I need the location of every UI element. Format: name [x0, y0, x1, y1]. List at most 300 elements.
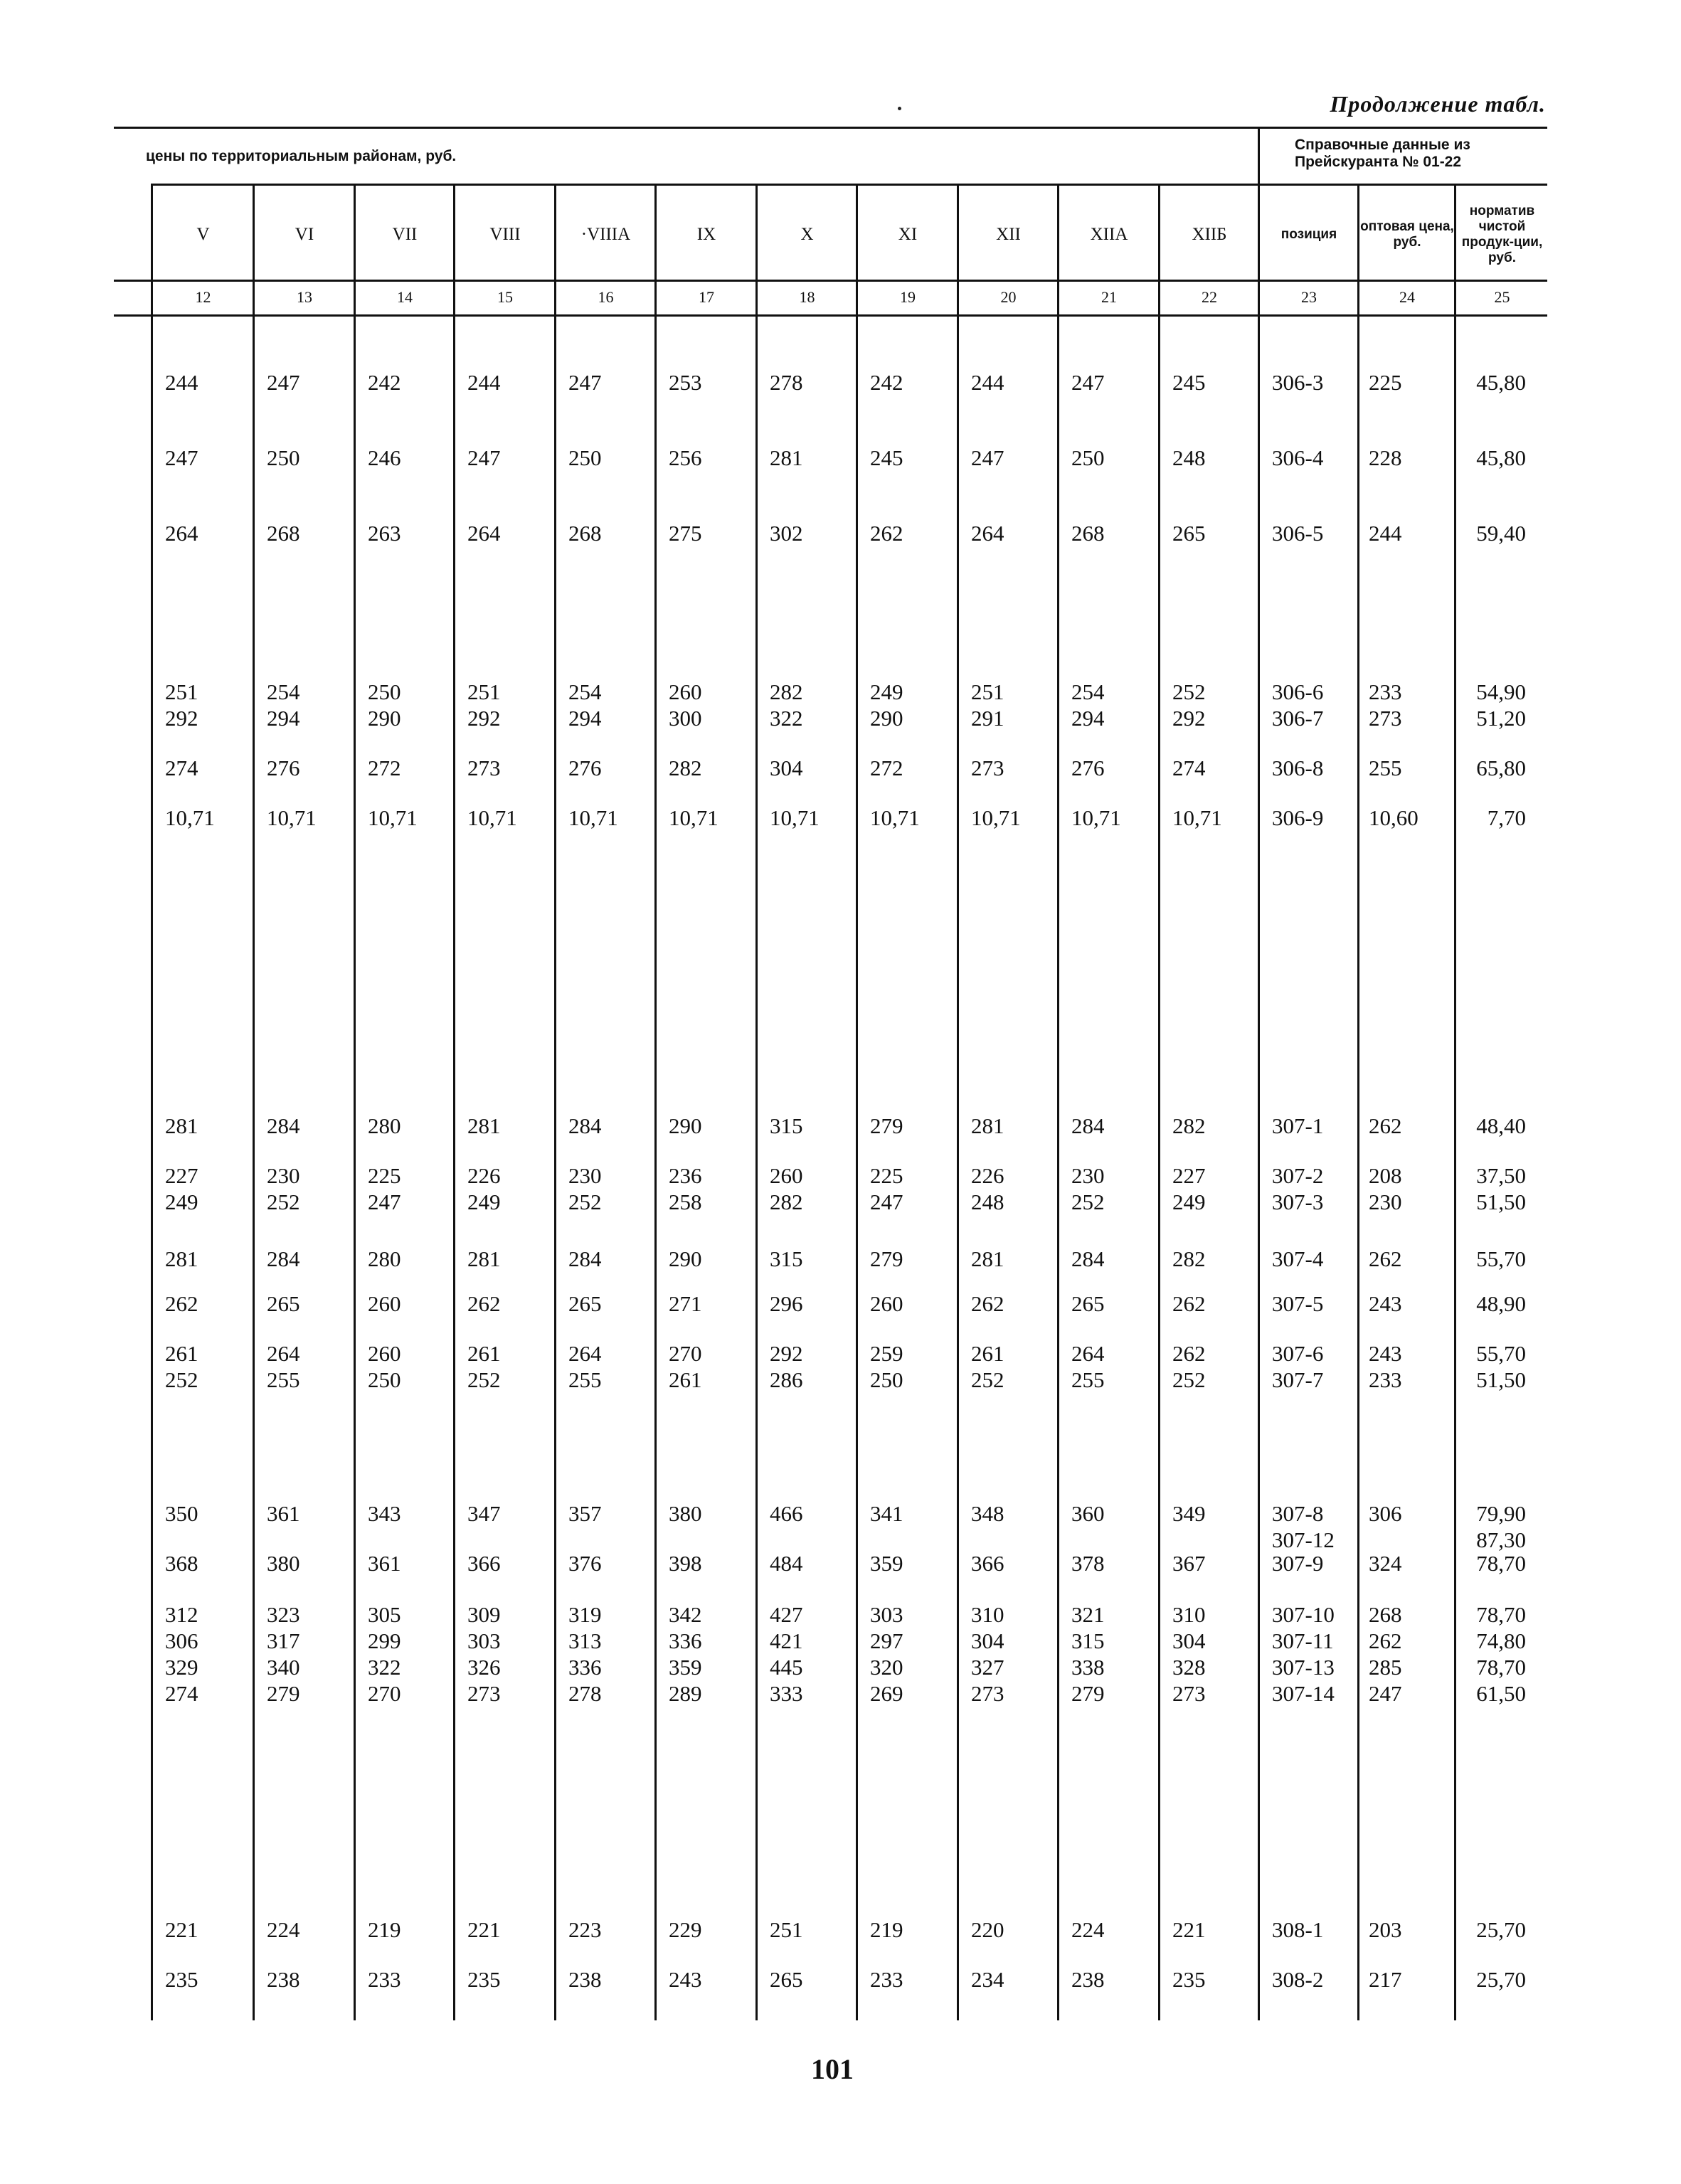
table-cell: 262 — [1369, 1246, 1402, 1271]
column-header: XII — [996, 225, 1021, 244]
table-cell: 247 — [267, 370, 300, 395]
table-cell: 37,50 — [1476, 1163, 1526, 1188]
header-rule — [114, 280, 1547, 282]
table-cell: 290 — [870, 706, 903, 731]
table-cell: 307-2 — [1272, 1163, 1324, 1188]
column-header: VII — [392, 225, 418, 244]
table-cell: 361 — [267, 1501, 300, 1526]
table-cell: 306-6 — [1272, 679, 1324, 704]
table-cell: 281 — [467, 1246, 501, 1271]
table-cell: 227 — [1172, 1163, 1206, 1188]
table-cell: 279 — [1071, 1681, 1105, 1706]
table-cell: 255 — [568, 1367, 602, 1392]
table-cell: 243 — [1369, 1291, 1402, 1316]
table-cell: 78,70 — [1476, 1655, 1526, 1680]
table-cell: 315 — [770, 1113, 803, 1138]
table-cell: 484 — [770, 1551, 803, 1576]
table-cell: 253 — [669, 370, 702, 395]
table-cell: 244 — [467, 370, 501, 395]
table-cell: 276 — [568, 756, 602, 780]
table-cell: 380 — [669, 1501, 702, 1526]
table-cell: 51,50 — [1476, 1189, 1526, 1214]
table-cell: 281 — [971, 1113, 1004, 1138]
table-cell: 307-12 — [1272, 1527, 1335, 1552]
table-cell: 359 — [870, 1551, 903, 1576]
table-cell: 398 — [669, 1551, 702, 1576]
table-cell: 10,71 — [165, 805, 215, 830]
table-cell: 273 — [1369, 706, 1402, 731]
prices-caption-rule — [151, 184, 1258, 186]
table-cell: 233 — [1369, 679, 1402, 704]
table-cell: 247 — [870, 1189, 903, 1214]
table-cell: 247 — [1369, 1681, 1402, 1706]
table-cell: 299 — [368, 1628, 401, 1653]
table-cell: 284 — [568, 1113, 602, 1138]
table-cell: 274 — [1172, 756, 1206, 780]
table-cell: 248 — [1172, 445, 1206, 470]
table-cell: 284 — [1071, 1113, 1105, 1138]
table-cell: 247 — [165, 445, 198, 470]
reference-caption-rule — [1258, 184, 1547, 186]
table-cell: 260 — [368, 1341, 401, 1366]
column-number: 16 — [598, 288, 614, 306]
table-cell: 322 — [770, 706, 803, 731]
table-cell: 297 — [870, 1628, 903, 1653]
column-header: IX — [696, 225, 716, 244]
table-cell: 306-9 — [1272, 805, 1324, 830]
table-cell: 280 — [368, 1113, 401, 1138]
table-cell: 304 — [971, 1628, 1004, 1653]
table-cell: 378 — [1071, 1551, 1105, 1576]
table-cell: 264 — [971, 521, 1004, 546]
table-cell: 25,70 — [1476, 1917, 1526, 1942]
table-cell: 258 — [669, 1189, 702, 1214]
table-cell: 307-9 — [1272, 1551, 1324, 1576]
table-cell: 341 — [870, 1501, 903, 1526]
table-cell: 224 — [1071, 1917, 1105, 1942]
table-cell: 329 — [165, 1655, 198, 1680]
table-cell: 319 — [568, 1602, 602, 1627]
table-cell: 307-6 — [1272, 1341, 1324, 1366]
reference-caption-2: Прейскуранта № 01-22 — [1295, 154, 1462, 170]
page-number: 101 — [811, 2053, 854, 2085]
table-cell: 281 — [165, 1246, 198, 1271]
table-cell: 347 — [467, 1501, 501, 1526]
table-cell: 338 — [1071, 1655, 1105, 1680]
table-cell: 348 — [971, 1501, 1004, 1526]
table-cell: 307-3 — [1272, 1189, 1324, 1214]
table-cell: 307-11 — [1272, 1628, 1334, 1653]
table-cell: 251 — [770, 1917, 803, 1942]
table-cell: 249 — [165, 1189, 198, 1214]
column-header: норматив чистой продук-ции, руб. — [1461, 203, 1543, 265]
table-cell: 279 — [870, 1113, 903, 1138]
table-cell: 343 — [368, 1501, 401, 1526]
table-cell: 243 — [669, 1967, 702, 1992]
table-cell: 271 — [669, 1291, 702, 1316]
column-header: оптовая цена, руб. — [1360, 219, 1454, 250]
table-cell: 262 — [971, 1291, 1004, 1316]
table-cell: 306 — [1369, 1501, 1402, 1526]
column-number: 14 — [397, 288, 413, 306]
table-cell: 244 — [1369, 521, 1402, 546]
table-cell: 7,70 — [1487, 805, 1526, 830]
table-cell: 252 — [467, 1367, 501, 1392]
table-cell: 307-13 — [1272, 1655, 1335, 1680]
table-cell: 272 — [368, 756, 401, 780]
table-cell: 10,71 — [669, 805, 718, 830]
table-cell: 274 — [165, 756, 198, 780]
table-cell: 252 — [1172, 1367, 1206, 1392]
table-cell: 268 — [1369, 1602, 1402, 1627]
table-cell: 281 — [770, 445, 803, 470]
table-cell: 251 — [165, 679, 198, 704]
table-cell: 306 — [165, 1628, 198, 1653]
table-cell: 292 — [1172, 706, 1206, 731]
table-cell: 252 — [1172, 679, 1206, 704]
table-cell: 359 — [669, 1655, 702, 1680]
column-divider — [253, 185, 255, 2020]
table-cell: 254 — [1071, 679, 1105, 704]
continuation-title: Продолжение табл. — [1330, 91, 1546, 117]
table-cell: 262 — [165, 1291, 198, 1316]
table-cell: 233 — [368, 1967, 401, 1992]
table-cell: 244 — [971, 370, 1004, 395]
table-cell: 289 — [669, 1681, 702, 1706]
table-cell: 366 — [467, 1551, 501, 1576]
table-cell: 264 — [1071, 1341, 1105, 1366]
column-header: XIIБ — [1192, 225, 1227, 244]
table-cell: 219 — [368, 1917, 401, 1942]
table-cell: 10,71 — [467, 805, 517, 830]
table-cell: 308-1 — [1272, 1917, 1324, 1942]
column-number: 13 — [297, 288, 312, 306]
table-cell: 350 — [165, 1501, 198, 1526]
table-cell: 273 — [1172, 1681, 1206, 1706]
table-cell: 307-10 — [1272, 1602, 1335, 1627]
column-divider — [1057, 185, 1059, 2020]
table-cell: 233 — [870, 1967, 903, 1992]
table-cell: 250 — [1071, 445, 1105, 470]
table-cell: 268 — [1071, 521, 1105, 546]
column-divider — [1357, 185, 1359, 2020]
prices-caption: цены по территориальным районам, руб. — [146, 148, 457, 164]
table-cell: 380 — [267, 1551, 300, 1576]
table-cell: 268 — [568, 521, 602, 546]
table-cell: 284 — [267, 1113, 300, 1138]
table-cell: 286 — [770, 1367, 803, 1392]
column-divider — [453, 185, 455, 2020]
table-cell: 243 — [1369, 1341, 1402, 1366]
table-cell: 203 — [1369, 1917, 1402, 1942]
table-cell: 303 — [467, 1628, 501, 1653]
table-cell: 242 — [368, 370, 401, 395]
table-cell: 282 — [1172, 1113, 1206, 1138]
table-cell: 265 — [770, 1967, 803, 1992]
table-cell: 254 — [267, 679, 300, 704]
table-cell: 55,70 — [1476, 1246, 1526, 1271]
table-cell: 245 — [1172, 370, 1206, 395]
table-cell: 307-14 — [1272, 1681, 1335, 1706]
column-number: 22 — [1202, 288, 1217, 306]
table-cell: 255 — [267, 1367, 300, 1392]
table-cell: 315 — [770, 1246, 803, 1271]
table-cell: 10,71 — [971, 805, 1021, 830]
table-cell: 278 — [568, 1681, 602, 1706]
table-cell: 268 — [267, 521, 300, 546]
table-cell: 282 — [669, 756, 702, 780]
table-cell: 306-3 — [1272, 370, 1324, 395]
table-cell: 260 — [368, 1291, 401, 1316]
table-cell: 310 — [971, 1602, 1004, 1627]
column-divider — [1158, 185, 1160, 2020]
table-cell: 225 — [368, 1163, 401, 1188]
table-cell: 236 — [669, 1163, 702, 1188]
table-cell: 421 — [770, 1628, 803, 1653]
table-cell: 10,71 — [770, 805, 820, 830]
table-cell: 284 — [1071, 1246, 1105, 1271]
table-cell: 230 — [1369, 1189, 1402, 1214]
table-cell: 74,80 — [1476, 1628, 1526, 1653]
table-cell: 227 — [165, 1163, 198, 1188]
column-divider — [554, 185, 556, 2020]
table-cell: 282 — [1172, 1246, 1206, 1271]
table-cell: 309 — [467, 1602, 501, 1627]
table-cell: 304 — [1172, 1628, 1206, 1653]
table-cell: 234 — [971, 1967, 1004, 1992]
column-number: 23 — [1301, 288, 1317, 306]
table-cell: 254 — [568, 679, 602, 704]
table-cell: 308-2 — [1272, 1967, 1324, 1992]
table-cell: 292 — [770, 1341, 803, 1366]
table-cell: 226 — [467, 1163, 501, 1188]
table-cell: 265 — [1172, 521, 1206, 546]
table-cell: 294 — [1071, 706, 1105, 731]
column-number: 12 — [195, 288, 211, 306]
column-divider — [151, 185, 153, 2020]
table-cell: 317 — [267, 1628, 300, 1653]
table-cell: 247 — [971, 445, 1004, 470]
table-cell: 61,50 — [1476, 1681, 1526, 1706]
table-cell: 290 — [669, 1246, 702, 1271]
table-cell: 51,50 — [1476, 1367, 1526, 1392]
table-cell: 321 — [1071, 1602, 1105, 1627]
table-cell: 284 — [568, 1246, 602, 1271]
column-header: VI — [295, 225, 314, 244]
table-cell: 262 — [870, 521, 903, 546]
table-cell: 250 — [870, 1367, 903, 1392]
table-cell: 290 — [368, 706, 401, 731]
table-cell: 221 — [1172, 1917, 1206, 1942]
table-cell: 250 — [267, 445, 300, 470]
table-cell: 10,60 — [1369, 805, 1418, 830]
table-cell: 246 — [368, 445, 401, 470]
column-number: 24 — [1399, 288, 1415, 306]
table-cell: 221 — [467, 1917, 501, 1942]
table-cell: 259 — [870, 1341, 903, 1366]
table-cell: 273 — [467, 1681, 501, 1706]
table-cell: 48,90 — [1476, 1291, 1526, 1316]
column-number: 18 — [799, 288, 815, 306]
table-cell: 238 — [1071, 1967, 1105, 1992]
table-cell: 270 — [368, 1681, 401, 1706]
table-cell: 265 — [1071, 1291, 1105, 1316]
table-cell: 304 — [770, 756, 803, 780]
table-cell: 368 — [165, 1551, 198, 1576]
table-cell: 445 — [770, 1655, 803, 1680]
table-cell: 264 — [467, 521, 501, 546]
table-cell: 219 — [870, 1917, 903, 1942]
table-cell: 228 — [1369, 445, 1402, 470]
table-cell: 244 — [165, 370, 198, 395]
table-cell: 220 — [971, 1917, 1004, 1942]
table-cell: 306-5 — [1272, 521, 1324, 546]
column-header: позиция — [1280, 227, 1337, 242]
table-cell: 264 — [267, 1341, 300, 1366]
table-cell: 296 — [770, 1291, 803, 1316]
column-number: 19 — [900, 288, 916, 306]
table-cell: 235 — [1172, 1967, 1206, 1992]
table-cell: 281 — [165, 1113, 198, 1138]
table-cell: 252 — [267, 1189, 300, 1214]
table-cell: 281 — [467, 1113, 501, 1138]
table-cell: 307-1 — [1272, 1113, 1324, 1138]
table-cell: 260 — [870, 1291, 903, 1316]
column-divider — [755, 185, 758, 2020]
table-cell: 235 — [467, 1967, 501, 1992]
table-cell: 282 — [770, 679, 803, 704]
table-cell: 10,71 — [368, 805, 418, 830]
table-cell: 238 — [568, 1967, 602, 1992]
table-cell: 376 — [568, 1551, 602, 1576]
table-cell: 10,71 — [870, 805, 920, 830]
table-cell: 306-7 — [1272, 706, 1324, 731]
table-cell: 357 — [568, 1501, 602, 1526]
table-cell: 340 — [267, 1655, 300, 1680]
table-cell: 252 — [165, 1367, 198, 1392]
table-cell: 366 — [971, 1551, 1004, 1576]
table-cell: 260 — [770, 1163, 803, 1188]
table-cell: 250 — [568, 445, 602, 470]
table-cell: 333 — [770, 1681, 803, 1706]
table-cell: 45,80 — [1476, 370, 1526, 395]
table-cell: 250 — [368, 1367, 401, 1392]
table-cell: 336 — [568, 1655, 602, 1680]
table-cell: 313 — [568, 1628, 602, 1653]
column-number: 21 — [1101, 288, 1117, 306]
table-cell: 312 — [165, 1602, 198, 1627]
table-cell: 261 — [971, 1341, 1004, 1366]
table-cell: 327 — [971, 1655, 1004, 1680]
table-cell: 328 — [1172, 1655, 1206, 1680]
table-cell: 262 — [1369, 1628, 1402, 1653]
table-cell: 208 — [1369, 1163, 1402, 1188]
table-cell: 252 — [971, 1367, 1004, 1392]
table-cell: 306-4 — [1272, 445, 1324, 470]
column-header: ·VIIIA — [580, 225, 631, 244]
table-cell: 249 — [1172, 1189, 1206, 1214]
table-cell: 282 — [770, 1189, 803, 1214]
table-cell: 262 — [1172, 1341, 1206, 1366]
reference-caption-1: Справочные данные из — [1295, 137, 1470, 153]
table-cell: 273 — [467, 756, 501, 780]
table-cell: 251 — [971, 679, 1004, 704]
table-cell: 225 — [870, 1163, 903, 1188]
table-cell: 226 — [971, 1163, 1004, 1188]
column-divider — [354, 185, 356, 2020]
table-cell: 252 — [568, 1189, 602, 1214]
table-cell: 233 — [1369, 1367, 1402, 1392]
table-cell: 250 — [368, 679, 401, 704]
column-header: X — [800, 225, 814, 244]
table-cell: 25,70 — [1476, 1967, 1526, 1992]
table-cell: 242 — [870, 370, 903, 395]
table-cell: 326 — [467, 1655, 501, 1680]
table-cell: 55,70 — [1476, 1341, 1526, 1366]
column-header: XIIA — [1090, 225, 1128, 244]
table-cell: 302 — [770, 521, 803, 546]
table-cell: 264 — [165, 521, 198, 546]
table-cell: 291 — [971, 706, 1004, 731]
table-cell: 300 — [669, 706, 702, 731]
table-cell: 280 — [368, 1246, 401, 1271]
table-cell: 230 — [1071, 1163, 1105, 1188]
column-number: 15 — [497, 288, 513, 306]
table-cell: 54,90 — [1476, 679, 1526, 704]
table-cell: 247 — [1071, 370, 1105, 395]
table-cell: 10,71 — [1172, 805, 1222, 830]
table-cell: 252 — [1071, 1189, 1105, 1214]
table-cell: 78,70 — [1476, 1602, 1526, 1627]
table-cell: 279 — [267, 1681, 300, 1706]
table-cell: 59,40 — [1476, 521, 1526, 546]
top-rule — [114, 127, 1547, 129]
table-cell: 79,90 — [1476, 1501, 1526, 1526]
table-cell: 307-8 — [1272, 1501, 1324, 1526]
column-number: 20 — [1000, 288, 1017, 306]
table-cell: 261 — [165, 1341, 198, 1366]
table-cell: 270 — [669, 1341, 702, 1366]
table-cell: 265 — [267, 1291, 300, 1316]
print-dot — [898, 107, 901, 110]
column-header: VIII — [489, 225, 521, 244]
table-cell: 265 — [568, 1291, 602, 1316]
table-cell: 294 — [267, 706, 300, 731]
table-cell: 315 — [1071, 1628, 1105, 1653]
table-cell: 225 — [1369, 370, 1402, 395]
column-number: 25 — [1494, 288, 1510, 306]
table-cell: 269 — [870, 1681, 903, 1706]
table-cell: 262 — [1369, 1113, 1402, 1138]
table-cell: 48,40 — [1476, 1113, 1526, 1138]
table-cell: 230 — [267, 1163, 300, 1188]
table-cell: 272 — [870, 756, 903, 780]
table-cell: 342 — [669, 1602, 702, 1627]
table-cell: 273 — [971, 756, 1004, 780]
table-cell: 324 — [1369, 1551, 1402, 1576]
table-cell: 261 — [669, 1367, 702, 1392]
table-cell: 360 — [1071, 1501, 1105, 1526]
table-cell: 275 — [669, 521, 702, 546]
table-cell: 310 — [1172, 1602, 1206, 1627]
table-cell: 10,71 — [267, 805, 317, 830]
table-cell: 307-4 — [1272, 1246, 1324, 1271]
table-cell: 281 — [971, 1246, 1004, 1271]
table-cell: 336 — [669, 1628, 702, 1653]
table-cell: 255 — [1369, 756, 1402, 780]
table-cell: 284 — [267, 1246, 300, 1271]
table-cell: 276 — [1071, 756, 1105, 780]
